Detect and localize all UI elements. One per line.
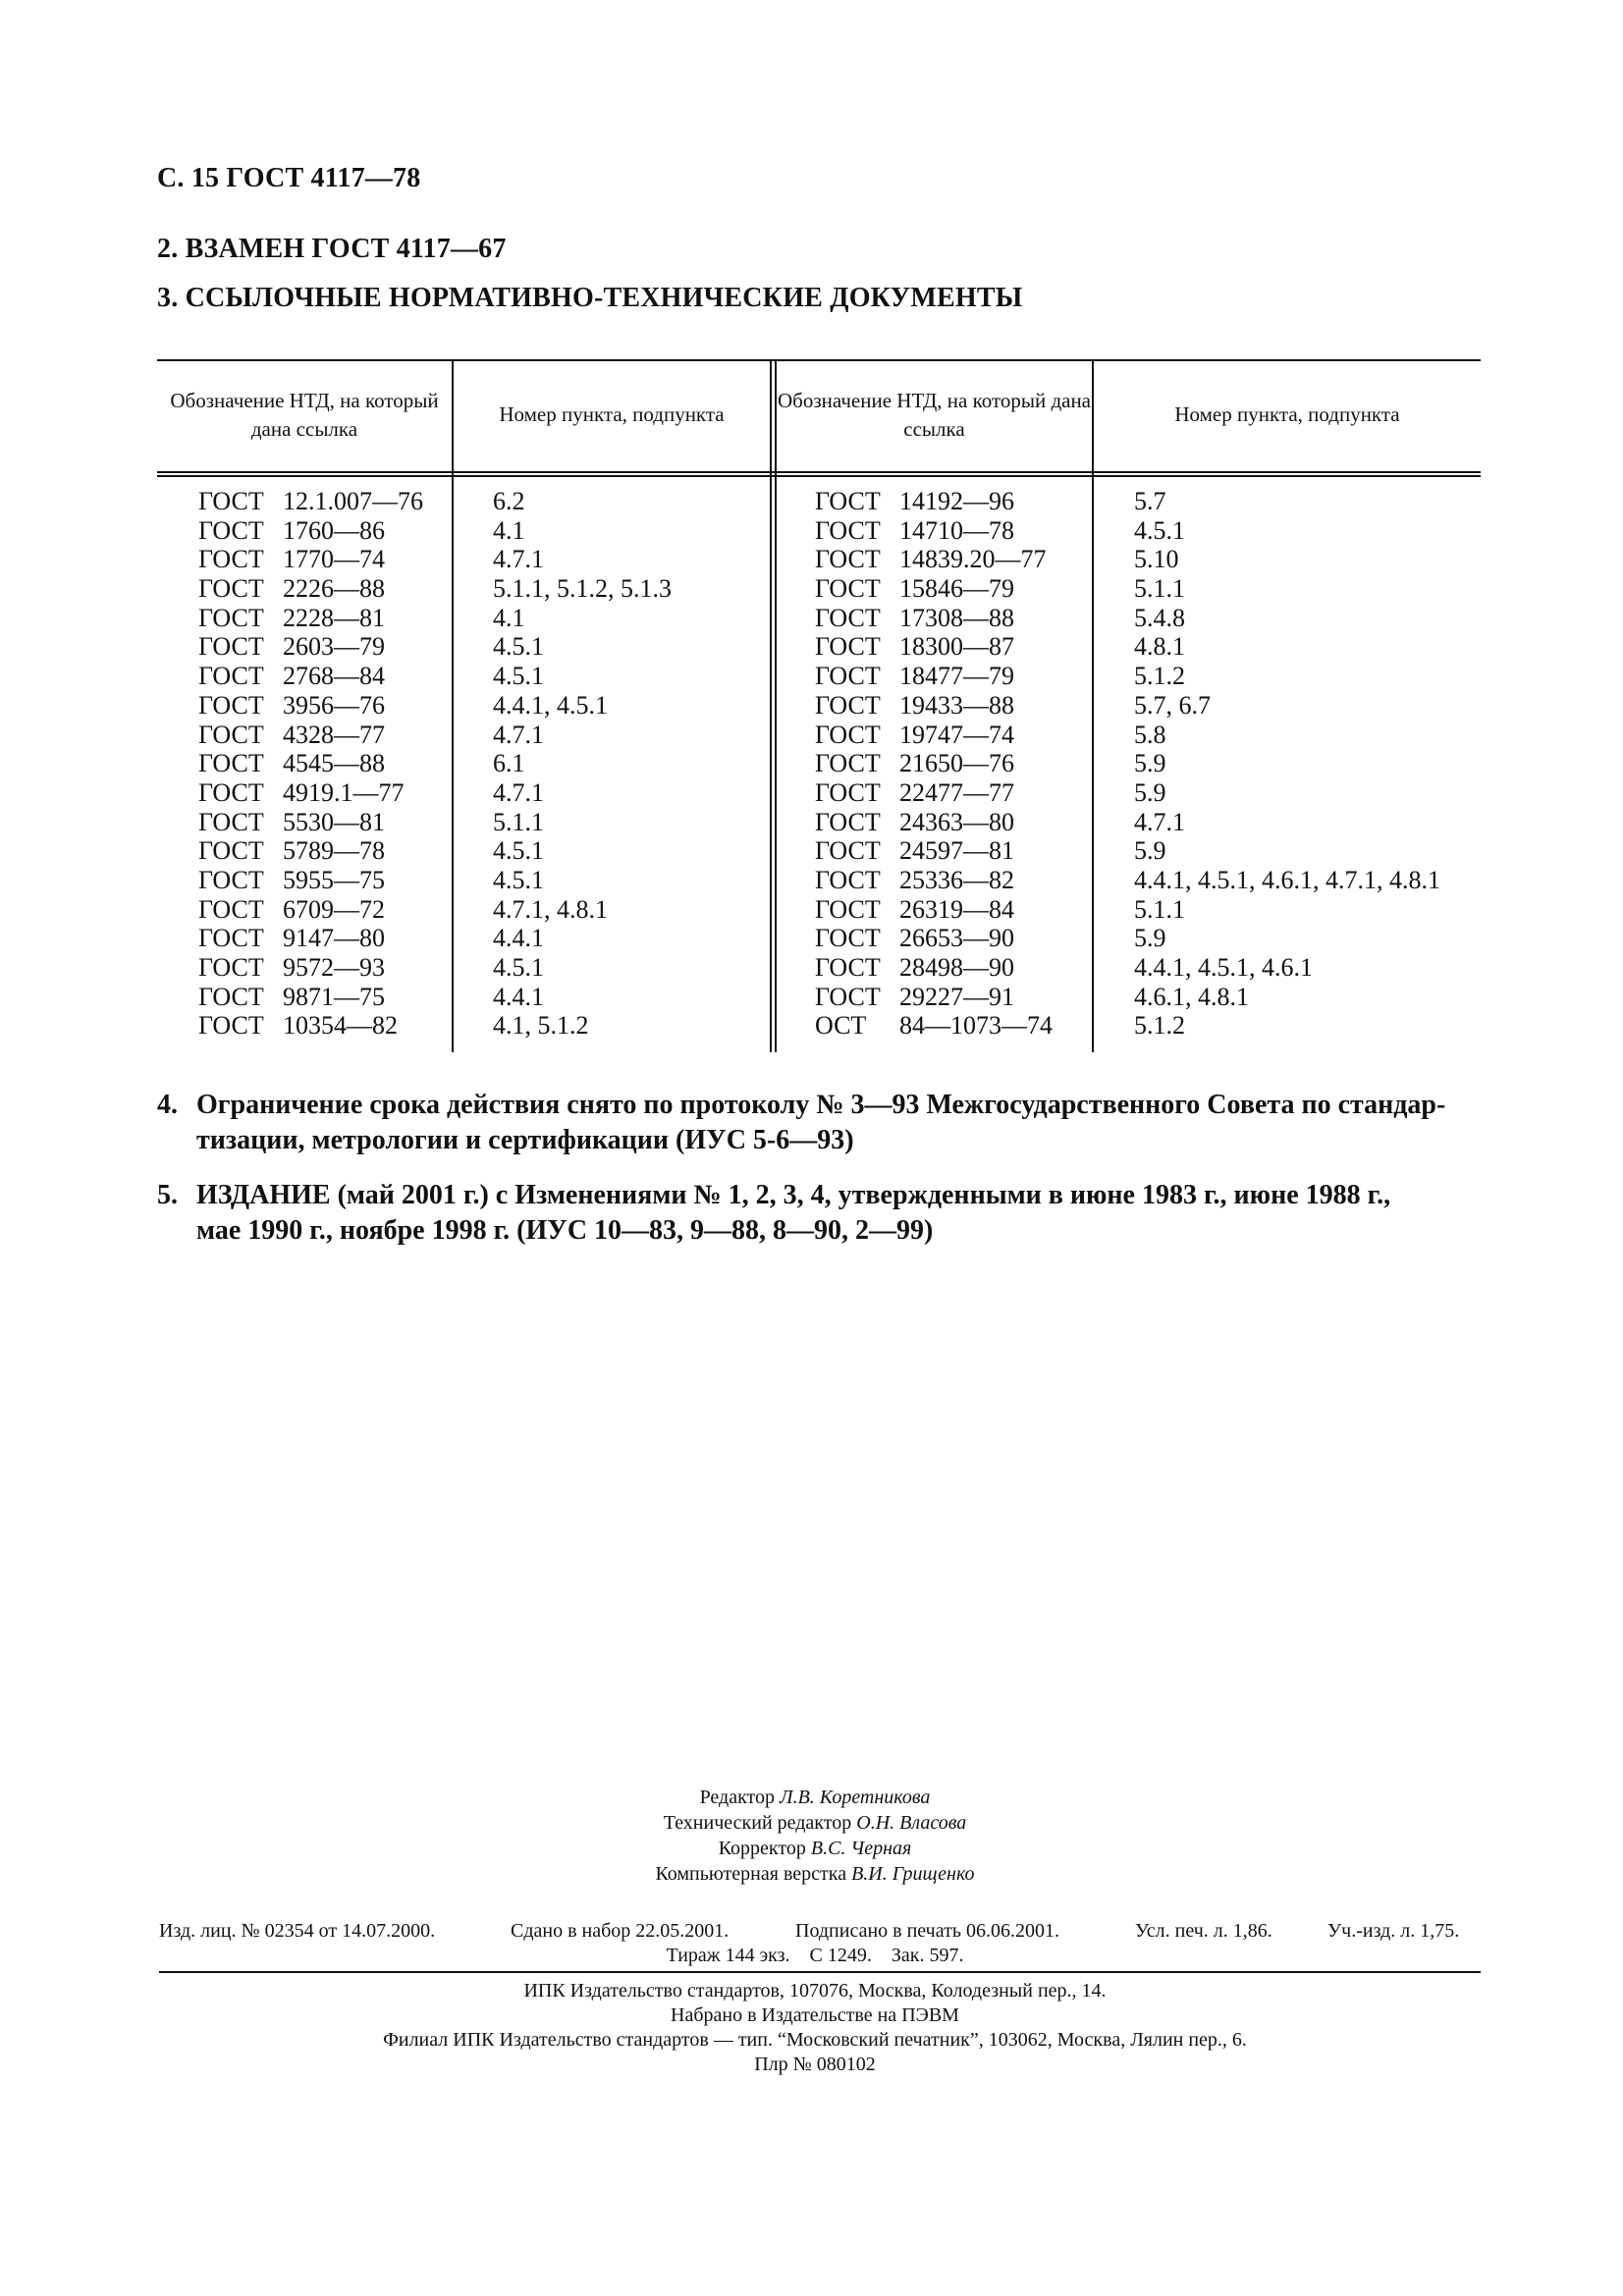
publisher-line: Филиал ИПК Издательство стандартов — тип. “Московский печатник”, 103062, Москва, Лялин пер., 6. (383, 2029, 1247, 2051)
designation-number: 4919.1—77 (283, 777, 405, 807)
designation-number: 18477—79 (899, 662, 1014, 691)
designation-cell (815, 778, 1053, 808)
clause-cell: 5.1.1 (1134, 574, 1185, 604)
designation-cell (198, 574, 423, 604)
designation-prefix: ГОСТ (815, 574, 881, 604)
designation-cell (198, 691, 423, 721)
designation-prefix: ГОСТ (815, 545, 881, 574)
designation-prefix: ГОСТ (198, 662, 264, 691)
header-designation-right: Обозначение НТД, на который дана ссылка (777, 389, 1092, 441)
designation-cell (815, 574, 1053, 604)
designation-cell (198, 983, 423, 1012)
designation-number: 25336—82 (899, 865, 1014, 894)
designation-cell (198, 778, 423, 808)
designation-cell (815, 983, 1053, 1012)
designation-number: 9572—93 (283, 953, 385, 982)
publisher-line: ИПК Издательство стандартов, 107076, Москва, Колодезный пер., 14. (523, 1980, 1107, 2002)
designation-prefix: ГОСТ (198, 836, 264, 866)
designation-cell (815, 516, 1053, 546)
col-divider-3 (1092, 359, 1094, 1052)
clause-cell: 4.4.1, 4.5.1 (493, 690, 608, 720)
designation-prefix: ГОСТ (815, 632, 881, 662)
clause-cell: 4.5.1 (1134, 515, 1185, 545)
imprint-rule (159, 1971, 1481, 1973)
table-header-rule-1 (157, 471, 1481, 473)
clause-cell: 4.4.1 (493, 982, 544, 1011)
clause-cell: 4.1, 5.1.2 (493, 1011, 589, 1041)
clause-cell: 4.7.1 (1134, 807, 1185, 836)
designation-cell (198, 953, 423, 983)
section-3-heading: 3. ССЫЛОЧНЫЕ НОРМАТИВНО-ТЕХНИЧЕСКИЕ ДОКУМЕНТЫ (157, 283, 1023, 313)
clause-cell: 6.1 (493, 749, 525, 778)
clause-cell: 4.1 (493, 603, 525, 632)
designation-prefix: ГОСТ (198, 487, 264, 515)
clause-cell: 4.1 (493, 515, 525, 545)
designation-number: 14192—96 (899, 487, 1014, 515)
designation-number: 29227—91 (899, 982, 1014, 1011)
clause-cell: 5.1.1 (1134, 894, 1185, 924)
designation-number: 2768—84 (283, 662, 385, 691)
clause-cell: 5.7 (1134, 487, 1166, 515)
credit-corrector: Корректор В.С. Черная (718, 1838, 912, 1859)
designation-cell (815, 604, 1053, 633)
publisher-line: Набрано в Издательстве на ПЭВМ (671, 2004, 959, 2026)
designation-number: 15846—79 (899, 574, 1014, 604)
designation-prefix: ГОСТ (815, 982, 881, 1011)
clause-cell: 4.5.1 (493, 632, 544, 662)
designation-number: 24597—81 (899, 836, 1014, 866)
imprint-circulation: Тираж 144 экз. С 1249. Зак. 597. (666, 1945, 964, 1966)
clause-cell: 4.6.1, 4.8.1 (1134, 982, 1249, 1011)
designation-cell (198, 545, 423, 574)
left-designation-column (198, 487, 423, 1041)
note-number: 5. (157, 1180, 178, 1210)
designation-cell (198, 1011, 423, 1041)
designation-cell (815, 836, 1053, 866)
clause-cell: 5.1.2 (1134, 1011, 1185, 1041)
designation-prefix: ГОСТ (815, 865, 881, 894)
designation-number: 6709—72 (283, 894, 385, 924)
designation-cell (815, 808, 1053, 837)
clause-cell: 4.7.1, 4.8.1 (493, 894, 608, 924)
clause-cell: 4.4.1, 4.5.1, 4.6.1 (1134, 953, 1313, 982)
designation-cell (815, 662, 1053, 691)
designation-number: 3956—76 (283, 690, 385, 720)
designation-cell (198, 924, 423, 953)
designation-number: 2228—81 (283, 603, 385, 632)
col-divider-1 (452, 359, 454, 1052)
designation-number: 19433—88 (899, 690, 1014, 720)
designation-prefix: ГОСТ (815, 603, 881, 632)
designation-number: 5955—75 (283, 865, 385, 894)
col-divider-2a (770, 359, 772, 1052)
designation-prefix: ГОСТ (198, 545, 264, 574)
right-designation-column (815, 487, 1053, 1041)
note-line-1: ИЗДАНИЕ (май 2001 г.) с Изменениями № 1, 2, 3, 4, утвержденными в июне 1983 г., июне 1988 г., (196, 1180, 1391, 1210)
designation-cell (198, 749, 423, 778)
note-line-2: тизации, метрологии и сертификации (ИУС 5-6—93) (196, 1125, 854, 1155)
designation-prefix: ГОСТ (815, 777, 881, 807)
designation-number: 18300—87 (899, 632, 1014, 662)
clause-cell: 5.1.2 (1134, 662, 1185, 691)
designation-cell (198, 866, 423, 895)
designation-number: 5789—78 (283, 836, 385, 866)
designation-number: 9147—80 (283, 924, 385, 953)
designation-number: 22477—77 (899, 777, 1014, 807)
designation-prefix: ГОСТ (198, 807, 264, 836)
designation-prefix: ГОСТ (198, 953, 264, 982)
designation-number: 28498—90 (899, 953, 1014, 982)
note-number: 4. (157, 1090, 178, 1120)
designation-prefix: ГОСТ (198, 515, 264, 545)
designation-number: 17308—88 (899, 603, 1014, 632)
designation-prefix: ГОСТ (198, 720, 264, 749)
designation-prefix: ГОСТ (815, 749, 881, 778)
section-2-heading: 2. ВЗАМЕН ГОСТ 4117—67 (157, 234, 507, 264)
designation-number: 84—1073—74 (899, 1011, 1053, 1041)
designation-cell (198, 632, 423, 662)
note-line-1: Ограничение срока действия снято по протоколу № 3—93 Межгосударственного Совета по стандар- (196, 1090, 1446, 1120)
note-5 (157, 1178, 1492, 1253)
designation-cell (198, 662, 423, 691)
designation-cell (815, 632, 1053, 662)
designation-number: 1760—86 (283, 515, 385, 545)
credit-editor: Редактор Л.В. Коретникова (699, 1787, 931, 1808)
left-clause-column (493, 487, 672, 1041)
note-4 (157, 1088, 1492, 1162)
clause-cell: 4.4.1 (493, 924, 544, 953)
clause-cell: 4.5.1 (493, 662, 544, 691)
designation-prefix: ГОСТ (815, 487, 881, 515)
designation-number: 26653—90 (899, 924, 1014, 953)
designation-number: 9871—75 (283, 982, 385, 1011)
designation-prefix: ГОСТ (198, 777, 264, 807)
clause-cell: 6.2 (493, 487, 525, 515)
designation-number: 21650—76 (899, 749, 1014, 778)
designation-prefix: ГОСТ (815, 720, 881, 749)
designation-number: 14839.20—77 (899, 545, 1047, 574)
clause-cell: 5.4.8 (1134, 603, 1185, 632)
designation-cell (815, 866, 1053, 895)
clause-cell: 5.1.1, 5.1.2, 5.1.3 (493, 574, 672, 604)
clause-cell: 4.5.1 (493, 953, 544, 982)
header-clause-left: Номер пункта, подпункта (499, 402, 725, 426)
designation-cell (198, 836, 423, 866)
designation-prefix: ГОСТ (815, 894, 881, 924)
designation-cell (815, 1011, 1053, 1041)
imprint-submitted: Сдано в набор 22.05.2001. (511, 1920, 730, 1942)
credit-layout: Компьютерная верстка В.И. Грищенко (655, 1863, 975, 1885)
designation-prefix: ГОСТ (815, 515, 881, 545)
designation-cell (198, 516, 423, 546)
designation-cell (198, 604, 423, 633)
clause-cell: 4.8.1 (1134, 632, 1185, 662)
designation-prefix: ГОСТ (198, 574, 264, 604)
clause-cell: 5.9 (1134, 777, 1166, 807)
designation-prefix: ГОСТ (815, 836, 881, 866)
credits-block (491, 1785, 1139, 1887)
designation-number: 2226—88 (283, 574, 385, 604)
clause-cell: 4.7.1 (493, 545, 544, 574)
designation-prefix: ГОСТ (198, 982, 264, 1011)
header-designation-left: Обозначение НТД, на который дана ссылка (170, 389, 439, 441)
designation-number: 4328—77 (283, 720, 385, 749)
designation-cell (815, 721, 1053, 750)
publisher-block (226, 1979, 1404, 2077)
clause-cell: 5.1.1 (493, 807, 544, 836)
imprint-signed: Подписано в печать 06.06.2001. (795, 1920, 1059, 1942)
designation-cell (815, 545, 1053, 574)
clause-cell: 4.4.1, 4.5.1, 4.6.1, 4.7.1, 4.8.1 (1134, 865, 1440, 894)
designation-prefix: ОСТ (815, 1011, 867, 1041)
designation-cell (198, 808, 423, 837)
imprint-print-sheets: Усл. печ. л. 1,86. (1135, 1920, 1272, 1942)
designation-number: 26319—84 (899, 894, 1014, 924)
designation-prefix: ГОСТ (815, 953, 881, 982)
imprint-pub-sheets: Уч.-изд. л. 1,75. (1327, 1920, 1460, 1942)
right-clause-column (1134, 487, 1440, 1041)
designation-number: 14710—78 (899, 515, 1014, 545)
clause-cell: 4.7.1 (493, 720, 544, 749)
clause-cell: 4.5.1 (493, 836, 544, 866)
designation-cell (815, 749, 1053, 778)
designation-number: 24363—80 (899, 807, 1014, 836)
clause-cell: 5.9 (1134, 836, 1166, 866)
designation-cell (815, 895, 1053, 925)
designation-cell (815, 953, 1053, 983)
designation-number: 2603—79 (283, 632, 385, 662)
designation-cell (198, 721, 423, 750)
designation-prefix: ГОСТ (815, 924, 881, 953)
designation-prefix: ГОСТ (198, 749, 264, 778)
designation-prefix: ГОСТ (198, 865, 264, 894)
clause-cell: 5.7, 6.7 (1134, 690, 1211, 720)
clause-cell: 4.5.1 (493, 865, 544, 894)
designation-prefix: ГОСТ (198, 1011, 264, 1041)
clause-cell: 5.8 (1134, 720, 1166, 749)
designation-number: 1770—74 (283, 545, 385, 574)
clause-cell: 5.9 (1134, 924, 1166, 953)
header-clause-right: Номер пункта, подпункта (1174, 402, 1400, 426)
col-divider-2b (775, 359, 777, 1052)
clause-cell: 5.9 (1134, 749, 1166, 778)
designation-number: 5530—81 (283, 807, 385, 836)
clause-cell: 5.10 (1134, 545, 1179, 574)
publisher-line: Плр № 080102 (754, 2054, 876, 2075)
table-top-rule (157, 359, 1481, 361)
designation-cell (815, 924, 1053, 953)
credit-tech-editor: Технический редактор О.Н. Власова (663, 1812, 967, 1834)
designation-prefix: ГОСТ (198, 894, 264, 924)
note-line-2: мае 1990 г., ноябре 1998 г. (ИУС 10—83, 9—88, 8—90, 2—99) (196, 1215, 934, 1246)
designation-prefix: ГОСТ (198, 924, 264, 953)
designation-prefix: ГОСТ (815, 690, 881, 720)
table-header-rule-2 (157, 475, 1481, 477)
designation-cell (815, 487, 1053, 516)
designation-number: 12.1.007—76 (283, 487, 423, 515)
page-header: С. 15 ГОСТ 4117—78 (157, 163, 421, 193)
imprint-license: Изд. лиц. № 02354 от 14.07.2000. (159, 1920, 436, 1942)
designation-cell (815, 691, 1053, 721)
designation-number: 4545—88 (283, 749, 385, 778)
clause-cell: 4.7.1 (493, 777, 544, 807)
designation-prefix: ГОСТ (198, 690, 264, 720)
designation-number: 19747—74 (899, 720, 1014, 749)
designation-prefix: ГОСТ (198, 603, 264, 632)
designation-prefix: ГОСТ (815, 662, 881, 691)
designation-prefix: ГОСТ (815, 807, 881, 836)
designation-cell (198, 487, 423, 516)
designation-number: 10354—82 (283, 1011, 398, 1041)
designation-prefix: ГОСТ (198, 632, 264, 662)
designation-cell (198, 895, 423, 925)
